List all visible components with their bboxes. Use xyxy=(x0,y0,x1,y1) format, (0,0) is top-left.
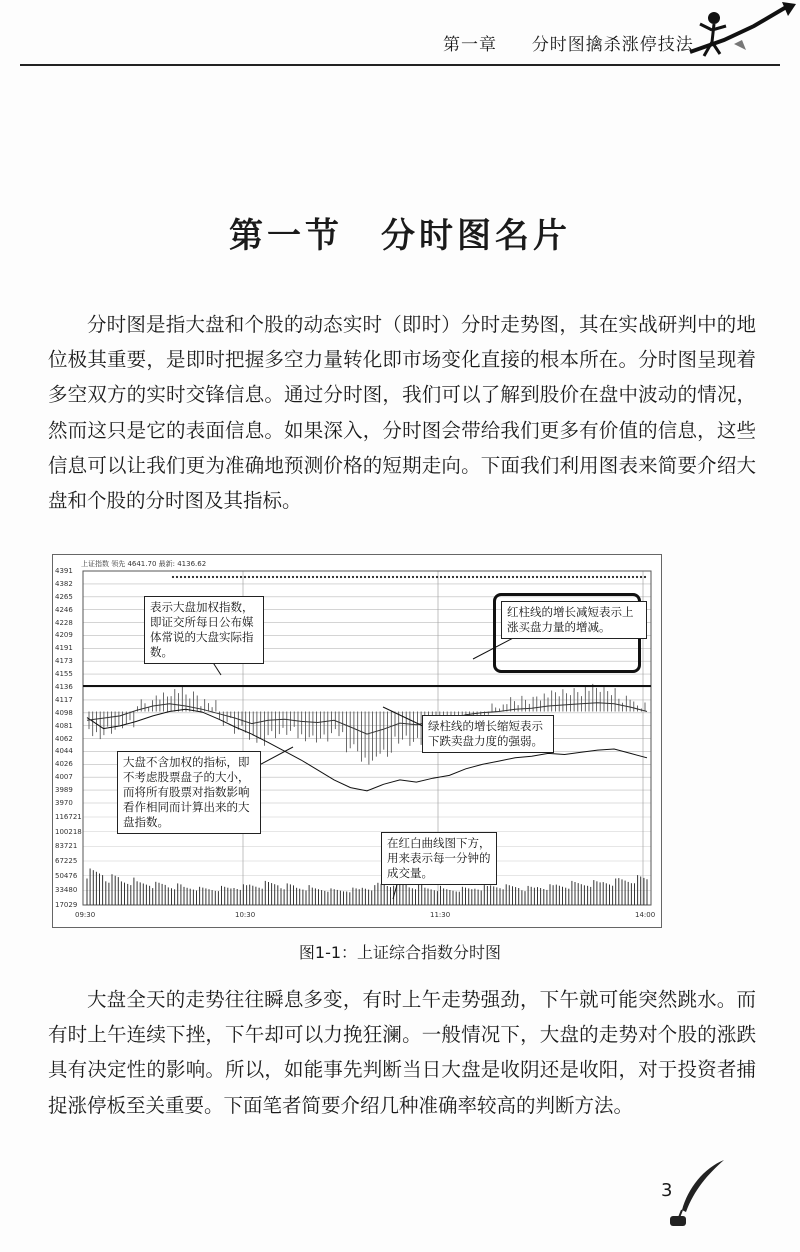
signal-dot xyxy=(224,576,226,578)
signal-dot xyxy=(388,576,390,578)
callout-red-bars: 红柱线的增长减短表示上涨买盘力量的增减。 xyxy=(501,601,647,639)
signal-dot xyxy=(624,576,626,578)
signal-dot xyxy=(408,576,410,578)
signal-dot xyxy=(464,576,466,578)
y-tick-label: 116721 xyxy=(55,813,82,821)
signal-dot xyxy=(320,576,322,578)
y-tick-label: 17029 xyxy=(55,901,78,909)
signal-dot xyxy=(200,576,202,578)
signal-dot xyxy=(520,576,522,578)
y-tick-label: 3970 xyxy=(55,799,73,807)
y-tick-label: 4228 xyxy=(55,618,73,627)
signal-dot xyxy=(384,576,386,578)
signal-dot xyxy=(600,576,602,578)
signal-dot xyxy=(636,576,638,578)
y-tick-label: 33480 xyxy=(55,886,78,895)
signal-dot xyxy=(348,576,350,578)
y-tick-label: 4382 xyxy=(55,579,73,588)
signal-dot xyxy=(192,576,194,578)
signal-dot xyxy=(508,576,510,578)
x-tick-label: 09:30 xyxy=(75,911,96,919)
signal-dot xyxy=(380,576,382,578)
signal-dot xyxy=(640,576,642,578)
callout-weighted-index: 表示大盘加权指数，即证交所每日公布媒体常说的大盘实际指数。 xyxy=(144,596,264,664)
x-tick-label: 10:30 xyxy=(235,911,256,919)
signal-dot xyxy=(404,576,406,578)
signal-dot xyxy=(308,576,310,578)
signal-dot xyxy=(372,576,374,578)
signal-dot xyxy=(280,576,282,578)
signal-dot xyxy=(564,576,566,578)
signal-dot xyxy=(196,576,198,578)
quill-pen-icon xyxy=(668,1158,728,1228)
signal-dot xyxy=(628,576,630,578)
signal-dot xyxy=(476,576,478,578)
market-paragraph: 大盘全天的走势往往瞬息多变，有时上午走势强劲，下午就可能突然跳水。而有时上午连续下挫，下午却可以力挽狂澜。一般情况下，大盘的走势对个股的涨跌具有决定性的影响。所以，如能事先判断当日大盘是收阴还是收阳，对于投资者捕捉涨停板至关重要。下面笔者简要介绍几种准确率较高的判断方法。 xyxy=(48,988,756,1117)
climbing-figure-icon xyxy=(684,0,800,62)
x-tick-label: 11:30 xyxy=(430,911,451,919)
signal-dot xyxy=(468,576,470,578)
signal-dot xyxy=(604,576,606,578)
signal-dot xyxy=(456,576,458,578)
signal-dot xyxy=(288,576,290,578)
signal-dot xyxy=(396,576,398,578)
signal-dot xyxy=(180,576,182,578)
signal-dot xyxy=(432,576,434,578)
signal-dot xyxy=(420,576,422,578)
signal-dot xyxy=(368,576,370,578)
chart-header-readout: 上证指数 领先 4641.70 最新: 4136.62 xyxy=(81,560,207,568)
signal-dot xyxy=(316,576,318,578)
signal-dot xyxy=(444,576,446,578)
page-number: 3 xyxy=(661,1180,673,1201)
y-tick-label: 4062 xyxy=(55,734,73,743)
signal-dot xyxy=(232,576,234,578)
y-tick-label: 67225 xyxy=(55,857,78,865)
signal-dot xyxy=(364,576,366,578)
signal-dot xyxy=(228,576,230,578)
signal-dot xyxy=(616,576,618,578)
signal-dot xyxy=(440,576,442,578)
y-tick-label: 4117 xyxy=(55,695,73,704)
signal-dot xyxy=(552,576,554,578)
signal-dot xyxy=(276,576,278,578)
y-tick-label: 3989 xyxy=(55,786,73,795)
signal-dot xyxy=(424,576,426,578)
signal-dot xyxy=(252,576,254,578)
signal-dot xyxy=(312,576,314,578)
signal-dot xyxy=(528,576,530,578)
signal-dot xyxy=(488,576,490,578)
signal-dot xyxy=(448,576,450,578)
running-header xyxy=(443,30,693,60)
signal-dot xyxy=(256,576,258,578)
signal-dot xyxy=(172,576,174,578)
signal-dot xyxy=(644,576,646,578)
signal-dot xyxy=(596,576,598,578)
y-tick-label: 4191 xyxy=(55,644,73,653)
signal-dot xyxy=(332,576,334,578)
signal-dot xyxy=(300,576,302,578)
signal-dot xyxy=(244,576,246,578)
signal-dot xyxy=(580,576,582,578)
signal-dot xyxy=(240,576,242,578)
signal-dot xyxy=(496,576,498,578)
y-tick-label: 4209 xyxy=(55,631,73,640)
callout-volume: 在红白曲线图下方，用来表示每一分钟的成交量。 xyxy=(381,832,497,885)
signal-dot xyxy=(492,576,494,578)
signal-dot xyxy=(376,576,378,578)
signal-dot xyxy=(592,576,594,578)
signal-dot xyxy=(560,576,562,578)
signal-dot xyxy=(460,576,462,578)
y-tick-label: 4007 xyxy=(55,773,73,782)
signal-dot xyxy=(204,576,206,578)
signal-dot xyxy=(304,576,306,578)
x-tick-label: 14:00 xyxy=(635,911,656,919)
intro-paragraph: 分时图是指大盘和个股的动态实时（即时）分时走势图，其在实战研判中的地位极其重要，是即时把握多空力量转化即市场变化直接的根本所在。分时图呈现着多空双方的实时交锋信息。通过分时图，我们可以了解到股价在盘中波动的情况，然而这只是它的表面信息。如果深入，分时图会带给我们更多有价值的信息，这些信息可以让我们更为准确地预测价格的短期走向。下面我们利用图表来简要介绍大盘和个股的分时图及其指标。 xyxy=(48,313,756,513)
signal-dot xyxy=(360,576,362,578)
signal-dot xyxy=(632,576,634,578)
signal-dot xyxy=(336,576,338,578)
signal-dot xyxy=(212,576,214,578)
figure-caption: 图1-1：上证综合指数分时图 xyxy=(298,943,502,962)
y-tick-label: 50476 xyxy=(55,871,78,880)
signal-dot xyxy=(352,576,354,578)
signal-dot xyxy=(620,576,622,578)
y-tick-label: 4081 xyxy=(55,721,73,730)
signal-dot xyxy=(184,576,186,578)
chapter-label: 第一章 xyxy=(443,35,497,55)
y-tick-label: 4246 xyxy=(55,605,73,614)
signal-dot xyxy=(512,576,514,578)
signal-dot xyxy=(236,576,238,578)
signal-dot xyxy=(436,576,438,578)
signal-dot xyxy=(356,576,358,578)
signal-dot xyxy=(292,576,294,578)
signal-dot xyxy=(504,576,506,578)
signal-dot xyxy=(272,576,274,578)
signal-dot xyxy=(220,576,222,578)
signal-dot xyxy=(176,576,178,578)
signal-dot xyxy=(612,576,614,578)
volume-bars xyxy=(87,869,647,906)
signal-dot xyxy=(392,576,394,578)
signal-dot xyxy=(484,576,486,578)
signal-dot xyxy=(540,576,542,578)
signal-dot xyxy=(400,576,402,578)
signal-dot xyxy=(556,576,558,578)
signal-dot xyxy=(428,576,430,578)
y-tick-label: 4098 xyxy=(55,708,73,717)
y-tick-label: 4044 xyxy=(55,747,73,756)
signal-dot xyxy=(608,576,610,578)
signal-dot xyxy=(216,576,218,578)
signal-dot xyxy=(472,576,474,578)
signal-dot xyxy=(264,576,266,578)
y-tick-label: 100218 xyxy=(55,827,82,836)
signal-dot xyxy=(416,576,418,578)
signal-dot xyxy=(548,576,550,578)
signal-dot xyxy=(324,576,326,578)
signal-dot xyxy=(268,576,270,578)
signal-dot xyxy=(536,576,538,578)
signal-dot xyxy=(344,576,346,578)
signal-dot xyxy=(284,576,286,578)
signal-dot xyxy=(568,576,570,578)
y-tick-label: 4136 xyxy=(55,683,73,691)
signal-dot xyxy=(412,576,414,578)
header-rule xyxy=(20,64,780,66)
y-tick-label: 4155 xyxy=(55,670,73,679)
callout-green-bars: 绿柱线的增长缩短表示下跌卖盘力度的强弱。 xyxy=(422,715,554,753)
signal-dot xyxy=(452,576,454,578)
signal-dot xyxy=(248,576,250,578)
signal-dot xyxy=(260,576,262,578)
signal-dot xyxy=(208,576,210,578)
signal-dot xyxy=(588,576,590,578)
y-tick-label: 83721 xyxy=(55,842,78,851)
y-tick-label: 4173 xyxy=(55,657,73,666)
signal-dot xyxy=(584,576,586,578)
signal-dot xyxy=(340,576,342,578)
section-title: 第一节 分时图名片 xyxy=(229,216,571,256)
signal-dot xyxy=(532,576,534,578)
callout-unweighted-index: 大盘不含加权的指标，即不考虑股票盘子的大小，而将所有股票对指数影响看作相同而计算出来的大盘指数。 xyxy=(117,751,261,834)
signal-dot xyxy=(576,576,578,578)
signal-dot xyxy=(516,576,518,578)
signal-dot xyxy=(480,576,482,578)
signal-dot xyxy=(500,576,502,578)
y-tick-label: 4026 xyxy=(55,760,73,769)
chapter-title: 分时图擒杀涨停技法 xyxy=(531,35,694,55)
signal-dot xyxy=(544,576,546,578)
signal-dot xyxy=(296,576,298,578)
y-tick-label: 4265 xyxy=(55,592,73,601)
signal-dot xyxy=(572,576,574,578)
signal-dot xyxy=(328,576,330,578)
intraday-chart-figure xyxy=(52,554,662,928)
y-tick-label: 4391 xyxy=(55,567,73,575)
signal-dot xyxy=(524,576,526,578)
signal-dot xyxy=(188,576,190,578)
